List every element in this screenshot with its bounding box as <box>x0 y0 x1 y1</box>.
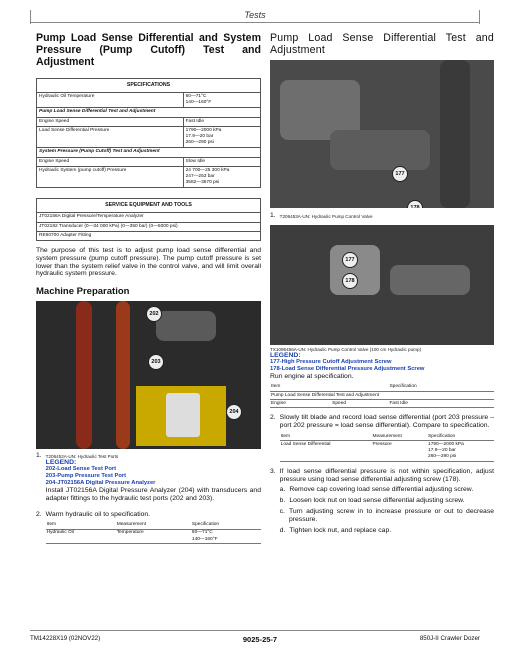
legend-item: 204-JT02156A Digital Pressure Analyzer <box>45 480 156 487</box>
legend-title: LEGEND: <box>45 459 77 467</box>
engine-speed-spec-table <box>270 384 494 409</box>
spec-header: Specification <box>388 384 494 392</box>
substep <box>280 508 494 524</box>
spec-header: Measurement <box>116 522 191 530</box>
spec-cell: 24 700—25 300 kPa 247—253 bar 3582—3670 psi <box>183 166 260 188</box>
photo-hose <box>76 301 92 449</box>
photo-valve <box>330 245 380 295</box>
callout-203: 203 <box>148 354 164 370</box>
photo-caption: TX1096456A-UN: Hydraulic Pump Control Valve (100 cm Hydraulic pump) <box>270 347 422 352</box>
callout-177: 177 <box>392 166 408 182</box>
spec-cell: Fast Idle <box>388 400 494 408</box>
left-column <box>36 32 261 544</box>
photo-block <box>330 130 430 170</box>
spec-header: Specification <box>191 522 261 530</box>
legend-item: 203-Pump Pressure Test Port <box>45 473 127 480</box>
substep-letter: d. <box>279 526 286 534</box>
substep <box>280 527 494 535</box>
photo-caption: T206452A-UN: Hydraulic Test Ports <box>45 454 119 460</box>
spec-cell: Engine <box>270 400 331 408</box>
hydraulic-test-ports-photo <box>36 301 261 449</box>
callout-178: 178 <box>342 273 358 289</box>
photo-block <box>156 311 216 341</box>
legend-title: LEGEND: <box>270 352 301 359</box>
step-number: 3. <box>270 467 276 475</box>
spec-cell: 1790—2000 kPa 17.9—20 bar 260—290 psi <box>427 441 494 462</box>
step-text: Install JT02156A Digital Pressure Analyzer (204) with transducers and adapter fittings to the hydraulic test ports (202 and 203). <box>45 487 261 503</box>
section-header: Tests <box>30 10 480 23</box>
photo-block <box>390 265 470 295</box>
step-number: 2. <box>270 414 276 422</box>
substep-letter: a. <box>279 486 286 494</box>
tool-row: JT02156A Digital Pressure/Temperature Analyzer <box>37 213 261 222</box>
spec-cell: Hydraulic Oil <box>46 529 116 543</box>
photo-caption: T206453A-UN: Hydraulic Pump Control Valve <box>279 214 373 219</box>
right-title: Pump Load Sense Differential Test and Adjustment <box>270 32 494 56</box>
legend-item: 177-High Pressure Cutoff Adjustment Screw <box>270 359 392 365</box>
spec-header: Item <box>270 384 331 392</box>
photo-hose <box>440 60 470 208</box>
purpose-paragraph: The purpose of this test is to adjust pump load sense differential and system pressure (pump cutoff pressure). The pump cutoff pressure is set lower than the system relief valve in the control valve, and will limit overall hydraulic system pressure. <box>36 247 261 278</box>
spec-header: Specification <box>427 433 494 441</box>
spec-cell: 1790—2000 kPa 17.9—20 bar 260—290 psi <box>183 126 260 148</box>
spec-subheading: Pump Load Sense Differential Test and Adjustment <box>270 392 494 400</box>
spec-cell: 60—71°C 140—160°F <box>191 529 261 543</box>
callout-178: 178 <box>407 200 423 208</box>
spec-cell: Load Sense Differential <box>280 441 372 462</box>
machine-prep-heading: Machine Preparation <box>36 286 130 298</box>
spec-cell: Speed <box>331 400 388 408</box>
step-number: 1. <box>36 452 42 460</box>
spec-header: Item <box>280 433 372 441</box>
pump-control-valve-photo <box>270 60 494 208</box>
legend-item: 178-Load Sense Differential Pressure Adjustment Screw <box>270 366 425 372</box>
tools-table-title: SERVICE EQUIPMENT AND TOOLS <box>37 199 261 213</box>
right-step-1 <box>270 212 494 219</box>
step-text: Slowly tilt blade and record load sense differential (port 203 pressure – port 202 pressure = load sense differential). Compare to specification. <box>279 414 494 430</box>
specifications-table <box>36 78 261 188</box>
tool-row: RE60700 Adapter Fitting <box>37 231 261 240</box>
substep-text: Tighten lock nut, and replace cap. <box>289 526 392 534</box>
substep <box>280 497 494 505</box>
step-number: 1. <box>270 212 276 219</box>
spec-cell: Hydraulic Oil Temperature <box>37 93 184 108</box>
run-engine-text: Run engine at specification. <box>270 373 354 380</box>
step-text: Warm hydraulic oil to specification. <box>45 510 151 518</box>
page-footer <box>30 630 480 644</box>
spec-header: Item <box>46 522 116 530</box>
callout-204: 204 <box>226 404 242 420</box>
tools-table <box>36 198 261 241</box>
spec-header: Measurement <box>371 433 427 441</box>
oil-temp-spec-table <box>46 522 261 545</box>
footer-doc-id: TM14228X19 (02NOV22) <box>30 635 101 642</box>
right-step-2 <box>270 414 494 461</box>
substep-text: Turn adjusting screw in to increase pressure or out to decrease pressure. <box>288 508 494 523</box>
substep-text: Loosen lock nut on load sense differential adjusting screw. <box>289 497 465 505</box>
footer-model: 850J-II Crawler Dozer <box>419 635 480 642</box>
spec-cell: 60—71°C 140—160°F <box>183 93 260 108</box>
legend-item: 202-Load Sense Test Port <box>45 466 117 473</box>
callout-202: 202 <box>146 306 162 322</box>
spec-cell: Engine Speed <box>37 117 184 126</box>
spec-cell: Pressure <box>371 441 427 462</box>
spec-table-title: SPECIFICATIONS <box>37 79 261 93</box>
spec-cell: Slow Idle <box>183 157 260 166</box>
left-title: Pump Load Sense Differential and System Pressure (Pump Cutoff) Test and Adjustment <box>36 32 261 68</box>
spec-cell: Temperature <box>116 529 191 543</box>
substep-letter: c. <box>279 508 285 515</box>
right-column <box>270 32 494 534</box>
load-sense-spec-table <box>280 433 494 462</box>
spec-cell: Fast Idle <box>183 117 260 126</box>
spec-subheading: System Pressure (Pump Cutoff) Test and Adjustment <box>37 148 261 157</box>
tool-row: JT02182 Transducer (0—34 000 kPa) (0—350 bar) (0—5000 psi) <box>37 222 261 231</box>
spec-cell: Hydraulic System (pump cutoff) Pressure <box>37 166 184 188</box>
callout-177: 177 <box>342 252 358 268</box>
footer-page-number: 9025-25-7 <box>242 635 278 644</box>
step-number: 2. <box>36 510 42 518</box>
left-step-1 <box>36 452 261 503</box>
step-text: If load sense differential pressure is not within specification, adjust pressure using load sense differential adjusting screw (178). <box>279 467 494 483</box>
pump-control-valve-closeup-photo <box>270 225 494 345</box>
substep <box>280 486 494 494</box>
spec-cell: Engine Speed <box>37 157 184 166</box>
spec-cell: Load Sense Differential Pressure <box>37 126 184 148</box>
photo-hose <box>116 301 130 449</box>
spec-subheading: Pump Load Sense Differential Test and Adjustment <box>37 108 261 117</box>
left-step-2 <box>36 511 261 544</box>
photo-analyzer <box>166 393 200 437</box>
right-step-3 <box>270 468 494 535</box>
substep-letter: b. <box>279 497 286 505</box>
substep-text: Remove cap covering load sense differential adjusting screw. <box>289 486 474 494</box>
